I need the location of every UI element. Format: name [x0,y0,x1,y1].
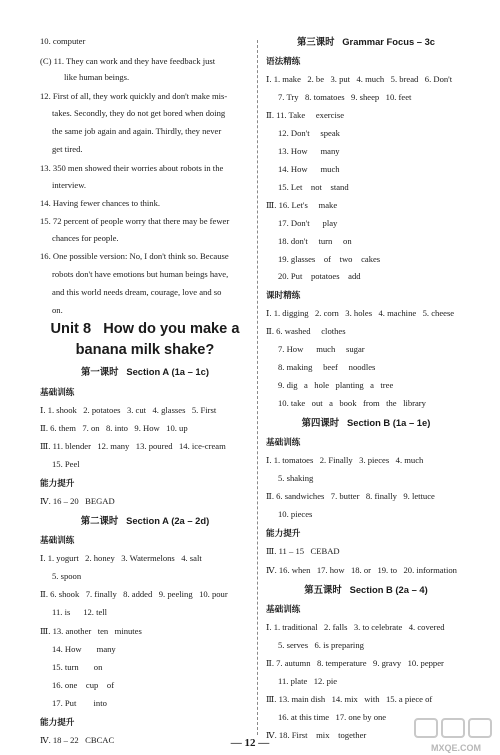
answer-line: Ⅰ. 1. make 2. be 3. put 4. much 5. bread 6. Don't [266,74,453,84]
answer-line: 8. making beef noodles [278,362,376,372]
answer-line: Ⅳ. 16. when 17. how 18. or 19. to 20. information [266,565,457,575]
answer-line: Ⅲ. 16. Let's make [266,200,338,210]
answer-line: 12. Don't speak [278,128,340,138]
unit-title: Unit 8 How do you make a [50,321,240,337]
section-label: 能力提升 [266,528,301,538]
answer-line: 13. How many [278,146,340,156]
answer-line: and this world needs dream, courage, love and so [52,287,222,297]
answer-line: Ⅲ. 11 – 15 CEBAD [266,546,340,556]
answer-line: the same job again and again. Thirdly, they never [52,126,222,136]
answer-line: robots don't have emotions but human beings have, [52,269,229,279]
answer-line: Ⅱ. 6. them 7. on 8. into 9. How 10. up [40,423,188,433]
watermark-logo [412,716,500,755]
answer-line: 14. How much [278,164,340,174]
answer-line: Ⅲ. 13. another ten minutes [40,626,142,636]
answer-line: 16. One possible version: No, I don't think so. Because [40,251,229,261]
answer-line: Ⅰ. 1. shook 2. potatoes 3. cut 4. glasses 5. First [40,405,217,415]
answer-line: Ⅳ. 18. First mix together [266,730,367,740]
answer-line: Ⅳ. 16 – 20 BEGAD [40,496,115,506]
lesson-heading: 第二课时 Section A (2a – 2d) [80,515,210,526]
answer-line: 14. How many [52,644,116,654]
section-label: 基础训练 [40,387,75,397]
answer-line: 9. dig a hole planting a tree [278,380,394,390]
answer-line: takes. Secondly, they do not get bored when doing [52,108,226,118]
answer-line: 10. take out a book from the library [278,398,426,408]
answer-line: like human beings. [64,72,130,82]
answer-line: 7. How much sugar [278,344,365,354]
answer-line: 17. Don't play [278,218,338,228]
answer-line: 15. Peel [52,459,80,469]
answer-line: 11. plate 12. pie [278,676,338,686]
page-number: — 12 — [230,737,270,749]
answer-line: 15. 72 percent of people worry that there may be fewer [40,216,230,226]
answer-line: (C) 11. They can work and they have feedback just [40,56,216,66]
answer-line: Ⅰ. 1. yogurt 2. honey 3. Watermelons 4. salt [40,553,202,563]
answer-line: Ⅲ. 13. main dish 14. mix with 15. a piece of [266,694,433,704]
column-divider [257,40,258,735]
answer-line: Ⅰ. 1. digging 2. corn 3. holes 4. machine 5. cheese [266,308,455,318]
section-label: 能力提升 [40,717,75,727]
answer-line: 15. Let not stand [278,182,349,192]
answer-line: get tired. [52,144,83,154]
section-label: 基础训练 [266,437,301,447]
section-label: 能力提升 [40,478,75,488]
answer-line: 15. turn on [52,662,103,672]
answer-line: 11. is 12. tell [52,607,108,617]
answer-line: 18. don't turn on [278,236,352,246]
answer-line: 12. First of all, they work quickly and don't make mis- [40,91,228,101]
answer-line: 5. spoon [52,571,82,581]
answer-line: on. [52,305,63,315]
answer-line: interview. [52,180,87,190]
section-label: 课时精练 [266,290,301,300]
section-label: 基础训练 [266,604,301,614]
answer-line: 20. Put potatoes add [278,271,361,281]
answer-line: 16. at this time 17. one by one [278,712,387,722]
answer-line: 7. Try 8. tomatoes 9. sheep 10. feet [278,92,412,102]
answer-line: Ⅳ. 18 – 22 CBCAC [40,735,115,745]
answer-line: 13. 350 men showed their worries about robots in the [40,163,224,173]
section-label: 语法精练 [266,56,301,66]
svg-text:MXQE.COM: MXQE.COM [430,743,482,753]
section-label: 基础训练 [40,535,75,545]
answer-line: Ⅱ. 6. sandwiches 7. butter 8. finally 9. lettuce [266,491,435,501]
lesson-heading: 第三课时 Grammar Focus – 3c [296,36,436,47]
unit-title: banana milk shake? [75,342,215,358]
answer-line: 10. pieces [278,509,313,519]
answer-line: Ⅱ. 6. washed clothes [266,326,346,336]
answer-line: 5. shaking [278,473,314,483]
lesson-heading: 第四课时 Section B (1a – 1e) [301,417,431,428]
answer-line: Ⅰ. 1. traditional 2. falls 3. to celebrate 4. covered [266,622,445,632]
answer-line: 19. glasses of two cakes [278,254,381,264]
lesson-heading: 第一课时 Section A (1a – 1c) [81,366,209,377]
answer-line: Ⅱ. 7. autumn 8. temperature 9. gravy 10. pepper [266,658,444,668]
lesson-heading: 第五课时 Section B (2a – 4) [304,584,428,595]
answer-line: Ⅲ. 11. blender 12. many 13. poured 14. ice-cream [40,441,226,451]
answer-line: Ⅰ. 1. tomatoes 2. Finally 3. pieces 4. much [266,455,424,465]
answer-line: 17. Put into [52,698,107,708]
answer-line: 14. Having fewer chances to think. [40,198,161,208]
answer-line: 5. serves 6. is preparing [278,640,364,650]
answer-line: 10. computer [40,36,86,46]
answer-line: 16. one cup of [52,680,115,690]
answer-line: Ⅱ. 11. Take exercise [266,110,345,120]
answer-line: chances for people. [52,233,119,243]
answer-line: Ⅱ. 6. shook 7. finally 8. added 9. peeling 10. pour [40,589,228,599]
